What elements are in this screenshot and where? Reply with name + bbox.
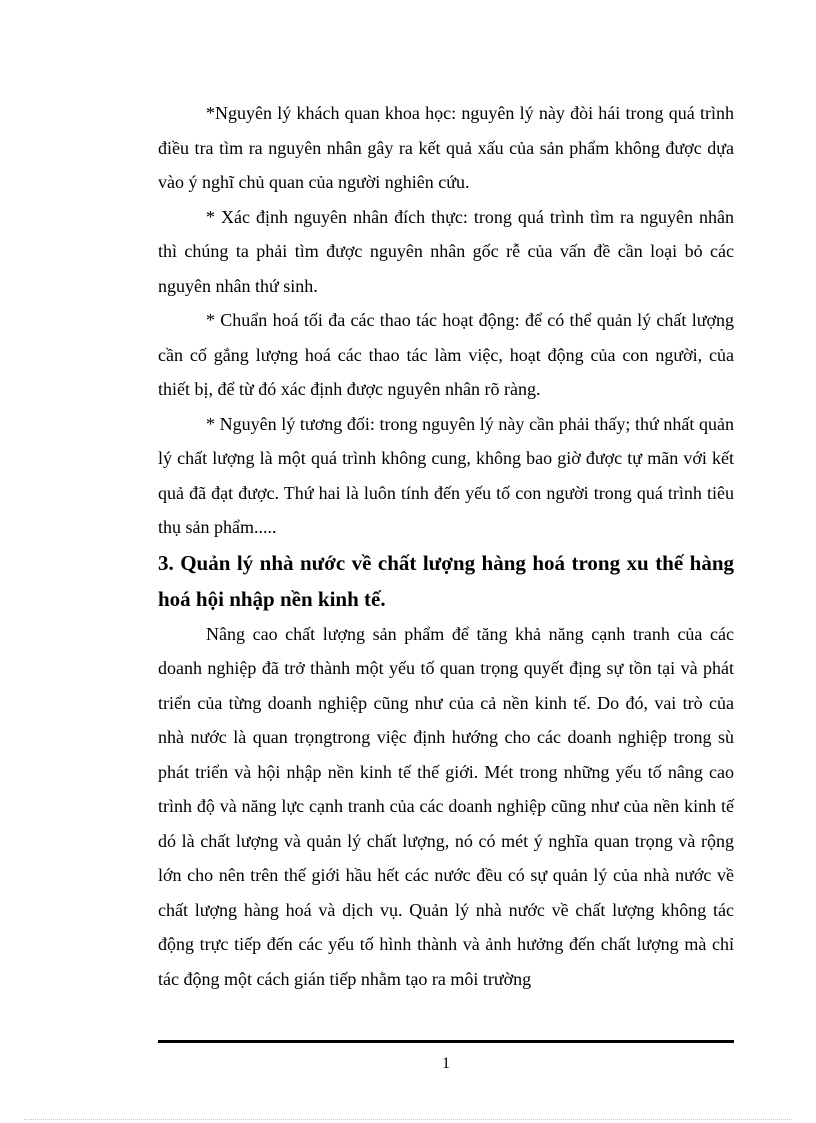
paragraph-objective-principle: *Nguyên lý khách quan khoa học: nguyên lý này đòi hái trong quá trình điều tra tìm ra nguyên nhân gây ra kết quả xấu của sản phẩm không được dựa vào ý nghĩ chủ quan của người nghiên cứu.: [158, 103, 734, 192]
page-edge-divider: [24, 1119, 792, 1120]
paragraph-state-management: Nâng cao chất lượng sản phẩm để tăng khả năng cạnh tranh của các doanh nghiệp đã trở thành một yếu tố quan trọng quyết địng sự tồn tại và phát triển của từng doanh nghiệp cũng như của cả nền kinh tế. Do đó, vai trò của nhà nước là quan trọngtrong việc định hướng cho các doanh nghiệp trong sù phát triển và hội nhập nền kinh tế thế giới. Mét trong những yếu tố nâng cao trình độ và năng lực cạnh tranh của các doanh nghiệp cũng như của nền kinh tế dó là chất lượng và quản lý chất lượng, nó có mét ý nghĩa quan trọng và rộng lớn cho nên trên thế giới hầu hết các nước đều có sự quản lý của nhà nước về chất lượng hàng hoá và dịch vụ. Quản lý nhà nước về chất lượng không tác động trực tiếp đến các yếu tố hình thành và ảnh hưởng đến chất lượng mà chỉ tác động một cách gián tiếp nhằm tạo ra môi trường: [158, 623, 734, 989]
paragraph-relative-principle: * Nguyên lý tương đối: trong nguyên lý này cần phải thấy; thứ nhất quản lý chất lượng là một quá trình không cung, không bao giờ được tự mãn với kết quả đã đạt được. Thứ hai là luôn tính đến yếu tố con người trong quá trình tiêu thụ sản phẩm.....: [158, 413, 734, 537]
section-heading: 3. Quản lý nhà nước về chất lượng hàng hoá trong xu thế hàng hoá hội nhập nền kinh tế.: [158, 550, 734, 611]
paragraph-root-cause: * Xác định nguyên nhân đích thực: trong quá trình tìm ra nguyên nhân thì chúng ta phải tìm được nguyên nhân gốc rễ của vấn đề cần loại bỏ các nguyên nhân thứ sinh.: [158, 206, 734, 296]
page-number: 1: [442, 1055, 450, 1072]
footer-rule: [158, 1040, 734, 1043]
page-content: [158, 96, 734, 996]
paragraph-standardization: * Chuẩn hoá tối đa các thao tác hoạt động: để có thể quản lý chất lượng cần cố gắng lượng hoá các thao tác làm việc, hoạt động của con người, của thiết bị, để từ đó xác định được nguyên nhân rõ ràng.: [158, 310, 734, 399]
